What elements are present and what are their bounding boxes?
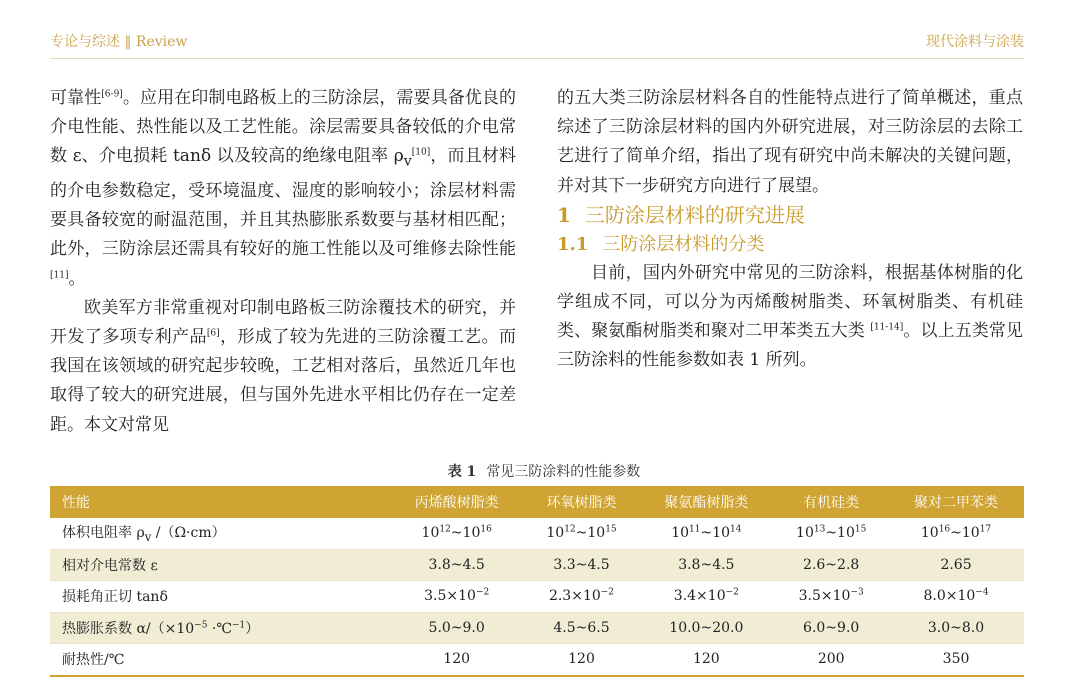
table-caption: [0, 461, 1088, 481]
row-property-label: [50, 549, 389, 581]
text-run: ）: [245, 620, 260, 637]
text-run: 3.5×10: [424, 588, 476, 605]
text-run: 的五大类三防涂层材料各自的性能特点进行了简单概述，重点综述了三防涂层材料的国内外研究进展，对三防涂层的去除工艺进行了简单介绍，指出了现有研究中尚未解决的关键问题，并对其下一步研究方向进行了展望。: [557, 88, 1023, 196]
superscript: [10]: [411, 147, 431, 158]
table-cell: [888, 644, 1024, 676]
paragraph-reliability: [50, 84, 516, 294]
text-run: 10: [421, 525, 440, 542]
text-run: 10: [920, 525, 939, 542]
text-run: ~10: [575, 525, 606, 542]
text-run: 120: [443, 651, 471, 668]
text-run: 10: [796, 525, 814, 542]
text-run: 10: [671, 525, 690, 542]
paragraph-overview: [557, 84, 1023, 201]
table-row: [50, 518, 1024, 549]
table-cell: [525, 549, 639, 581]
section-heading: [557, 201, 1023, 230]
table-cell: [389, 518, 525, 549]
row-property-label: [50, 518, 389, 549]
table-cell: [389, 612, 525, 644]
table-title: 常见三防涂料的性能参数: [486, 464, 641, 480]
text-run: /（Ω·cm）: [151, 525, 226, 542]
superscript: −5: [194, 620, 208, 631]
text-run: 可靠性: [50, 88, 102, 108]
subsection-number: 1.1: [557, 233, 589, 255]
section-number: 1: [557, 202, 571, 227]
superscript: −2: [725, 587, 739, 598]
table-cell: [774, 518, 888, 549]
text-run: 6.0~9.0: [803, 619, 860, 636]
table-cell: [525, 518, 639, 549]
column-header-material: 聚对二甲苯类: [888, 486, 1024, 518]
paragraph-research-status: [50, 294, 516, 440]
table-cell: [389, 581, 525, 613]
superscript: −1: [232, 620, 246, 631]
table-cell: [774, 581, 888, 613]
text-run: 8.0×10: [923, 588, 976, 605]
text-run: ，而且材料的介电参数稳定，受环境温度、湿度的影响较小；涂层材料需要具备较宽的耐温范围，并且其热膨胀系数要与基材相匹配；此外，三防涂层还需具有较好的施工性能以及可维修去除性能: [50, 146, 516, 260]
text-run: ~10: [700, 525, 731, 542]
superscript: −2: [475, 587, 490, 598]
table-cell: [638, 518, 774, 549]
table-row: [50, 644, 1024, 676]
table-cell: [888, 612, 1024, 644]
text-run: 3.3~4.5: [553, 556, 610, 573]
text-run: 体积电阻率 ρ: [62, 525, 145, 542]
right-column: [557, 84, 1023, 376]
superscript: [6-9]: [101, 89, 123, 100]
text-run: 200: [817, 651, 845, 668]
text-run: 。以上五类常见三防涂料的性能参数如表 1 所列。: [557, 321, 1024, 371]
superscript: 17: [979, 524, 992, 535]
row-property-label: [50, 644, 389, 676]
text-run: 耐热性/℃: [62, 652, 125, 669]
table-cell: [389, 644, 525, 676]
superscript: 13: [813, 524, 826, 535]
table-cell: [525, 612, 639, 644]
table-header-row: [50, 486, 1024, 518]
table-cell: [638, 612, 774, 644]
text-run: ·℃: [207, 620, 233, 637]
row-property-label: [50, 581, 389, 613]
section-title: 三防涂层材料的研究进展: [584, 202, 805, 227]
superscript: 12: [439, 524, 451, 535]
text-run: 2.6~2.8: [803, 556, 860, 573]
table-row: [50, 612, 1024, 644]
superscript: [11]: [50, 269, 69, 280]
column-header-property: 性能: [50, 486, 389, 518]
running-header-journal: 现代涂料与涂装: [926, 34, 1024, 50]
text-run: 损耗角正切 tanδ: [62, 589, 168, 606]
superscript: −3: [850, 587, 864, 598]
superscript: [11-14]: [870, 322, 904, 333]
text-run: 10: [546, 525, 565, 542]
properties-table: [50, 486, 1024, 677]
text-run: ~10: [950, 525, 980, 542]
text-run: 相对介电常数 ε: [62, 557, 158, 574]
subsection-heading: [557, 230, 1023, 259]
table-cell: [525, 581, 639, 613]
table-row: [50, 549, 1024, 581]
table-cell: [774, 644, 888, 676]
text-run: 。: [68, 268, 86, 289]
table-cell: [888, 549, 1024, 581]
running-header-section: 专论与综述 ‖ Review: [50, 34, 188, 50]
table-cell: [525, 644, 639, 676]
left-column: [50, 84, 516, 440]
superscript: [6]: [206, 328, 220, 339]
table-cell: [888, 581, 1024, 613]
text-run: ~10: [825, 525, 855, 542]
table-cell: [638, 581, 774, 613]
superscript: 11: [689, 524, 701, 535]
superscript: 12: [564, 524, 576, 535]
table-body: [50, 518, 1024, 676]
text-run: 120: [692, 651, 720, 668]
text-run: 3.8~4.5: [428, 556, 485, 573]
subscript: v: [144, 530, 152, 545]
column-header-material: 有机硅类: [774, 486, 888, 518]
text-run: 3.0~8.0: [927, 619, 985, 636]
text-run: ~10: [450, 525, 481, 542]
text-run: 。应用在印制电路板上的三防涂层，需要具备优良的介电性能、热性能以及工艺性能。涂层需要具备较低的介电常数 ε、介电损耗 tanδ 以及较高的绝缘电阻率 ρ: [50, 88, 517, 167]
text-run: 热膨胀系数 α/（×10: [62, 620, 195, 637]
superscript: 15: [854, 524, 867, 535]
table-cell: [774, 549, 888, 581]
text-run: 2.65: [940, 556, 972, 573]
text-run: 2.3×10: [548, 588, 601, 605]
text-run: 120: [568, 651, 595, 668]
superscript: 16: [938, 524, 951, 535]
header-divider: [50, 58, 1024, 59]
table-row: [50, 581, 1024, 613]
text-run: 3.8~4.5: [678, 556, 735, 573]
table-cell: [389, 549, 525, 581]
subsection-title: 三防涂层材料的分类: [602, 233, 765, 255]
text-run: 10.0~20.0: [669, 619, 744, 636]
superscript: 15: [605, 524, 617, 535]
text-run: 目前，国内外研究中常见的三防涂料，根据基体树脂的化学组成不同，可以分为丙烯酸树脂类、环氧树脂类、有机硅类、聚氨酯树脂类和聚对二甲苯类五大类: [557, 262, 1023, 342]
text-run: 350: [942, 651, 970, 668]
superscript: 16: [480, 524, 492, 535]
text-run: 4.5~6.5: [553, 619, 610, 636]
table-cell: [888, 518, 1024, 549]
superscript: −2: [600, 587, 615, 598]
column-header-material: 丙烯酸树脂类: [389, 486, 525, 518]
text-run: 3.5×10: [798, 588, 851, 605]
subscript: v: [403, 153, 412, 170]
column-header-material: 环氧树脂类: [525, 486, 639, 518]
text-run: 5.0~9.0: [428, 619, 485, 636]
text-run: 3.4×10: [673, 588, 726, 605]
text-run: ，形成了较为先进的三防涂覆工艺。而我国在该领域的研究起步较晚，工艺相对落后，虽然近几年也取得了较大的研究进展，但与国外先进水平相比仍存在一定差距。本文对常见: [50, 327, 517, 435]
superscript: 14: [730, 524, 742, 535]
table-cell: [638, 549, 774, 581]
paragraph-classification: [557, 259, 1023, 376]
table-cell: [638, 644, 774, 676]
row-property-label: [50, 612, 389, 644]
superscript: −4: [975, 587, 989, 598]
text-run: 欧美军方非常重视对印制电路板三防涂覆技术的研究，并开发了多项专利产品: [50, 297, 516, 348]
column-header-material: 聚氨酯树脂类: [638, 486, 774, 518]
table-label: 表 1: [447, 464, 477, 480]
table-cell: [774, 612, 888, 644]
